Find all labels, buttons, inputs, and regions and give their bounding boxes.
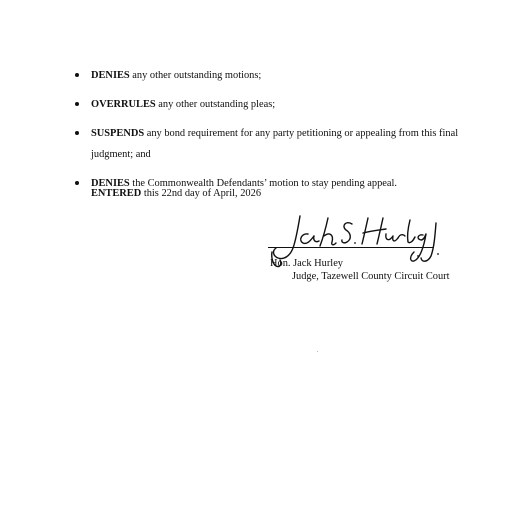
entered-label: ENTERED [91, 188, 142, 199]
scan-speck [317, 351, 318, 352]
signature-line [268, 247, 434, 248]
judge-name: Hon. Jack Hurley [270, 258, 344, 269]
order-text: any other outstanding motions; [129, 70, 262, 81]
entered-date-line [91, 187, 261, 201]
bullet-icon [75, 73, 79, 77]
bullet-icon [75, 102, 79, 106]
order-bullet-list [74, 65, 474, 202]
bullet-icon [75, 131, 79, 135]
order-verb: OVERRULES [91, 99, 156, 110]
order-text: the Commonwealth Defendants’ motion to stay pending appeal. [129, 178, 398, 189]
order-item-denies-motions [74, 65, 474, 86]
order-item-suspends-bond [74, 123, 474, 165]
order-text: any bond requirement for any party petitioning or appealing from this final judgment; and [91, 128, 459, 160]
order-item-overrules-pleas [74, 94, 474, 115]
judge-title: Judge, Tazewell County Circuit Court [292, 271, 450, 282]
order-text: any other outstanding pleas; [155, 99, 276, 110]
bullet-icon [75, 181, 79, 185]
order-verb: SUSPENDS [91, 128, 145, 139]
order-verb: DENIES [91, 70, 130, 81]
entered-date-text: this 22nd day of April, 2026 [141, 188, 262, 199]
order-verb: DENIES [91, 178, 130, 189]
